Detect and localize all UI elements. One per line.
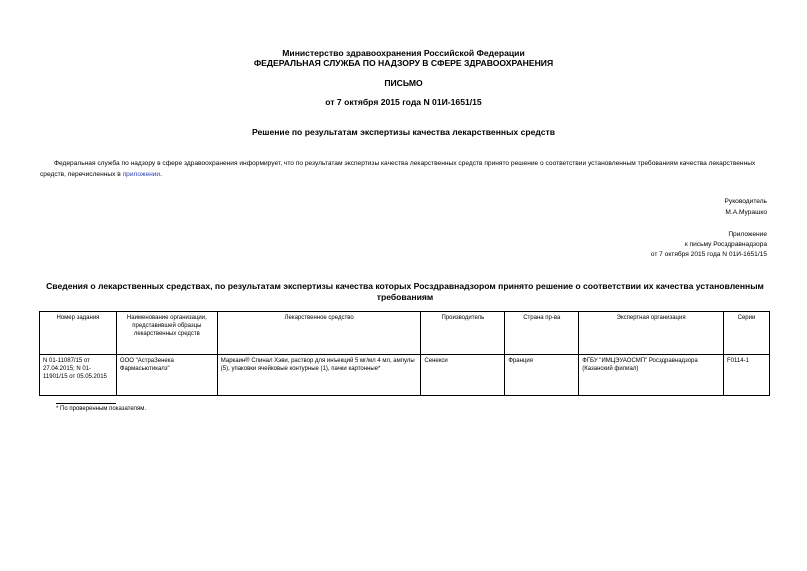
signature-name: М.А.Мурашко (725, 209, 767, 216)
column-header-drug: Лекарственное средство (217, 312, 421, 355)
ministry-name: Министерство здравоохранения Российской Федерации (282, 48, 525, 58)
appendix-reference: к письму Росздравнадзора (684, 241, 767, 248)
document-type: ПИСЬМО (384, 78, 423, 88)
column-header-organization: Наименование организации, представившей образцы лекарственных средств (116, 312, 217, 355)
footnote-divider (56, 403, 116, 404)
cell-drug: Маркаин® Спинал Хэви, раствор для инъекций 5 мг/мл 4 мл, ампулы (5), упаковки ячейковые контурные (1), пачки картонные* (217, 355, 421, 396)
section-title: Сведения о лекарственных средствах, по результатам экспертизы качества которых Росздравнадзором принято решение о соответствии их качества установленным требованиям (46, 281, 764, 302)
service-name: ФЕДЕРАЛЬНАЯ СЛУЖБА ПО НАДЗОРУ В СФЕРЕ ЗДРАВООХРАНЕНИЯ (253, 58, 554, 68)
cell-task-number: N 01-11087/15 от 27.04.2015; N 01-11901/15 от 05.05.2015 (40, 355, 117, 396)
column-header-expert-org: Экспертная организация (579, 312, 724, 355)
document-subject: Решение по результатам экспертизы качества лекарственных средств (251, 127, 556, 137)
footnote: * По проверенным показателям. (56, 406, 147, 412)
cell-manufacturer: Сенекси (421, 355, 505, 396)
signature-position: Руководитель (724, 198, 767, 205)
body-paragraph (40, 158, 770, 180)
body-text-start: Федеральная служба по надзору в сфере здравоохранения информирует, что по результатам экспертизы качества лекарственных средств принято решение о соответствии установленным требованиям качества лекарственных средств, перечисленных в (40, 160, 756, 178)
document-date-number: от 7 октября 2015 года N 01И-1651/15 (325, 97, 482, 107)
cell-country: Франция (505, 355, 579, 396)
body-text-end: . (160, 171, 162, 178)
cell-organization: ООО "АстраЗенека Фармасьютикалз" (116, 355, 217, 396)
drugs-table (39, 311, 770, 396)
column-header-series: Серии (724, 312, 770, 355)
column-header-country: Страна пр-ва (505, 312, 579, 355)
column-header-manufacturer: Производитель (421, 312, 505, 355)
cell-expert-org: ФГБУ "ИМЦЭУАОСМП" Росздравнадзора (Казанский филиал) (579, 355, 724, 396)
table-row (40, 355, 770, 396)
cell-series: F0114-1 (724, 355, 770, 396)
table-header-row (40, 312, 770, 355)
column-header-task-number: Номер задания (40, 312, 117, 355)
appendix-date: от 7 октября 2015 года N 01И-1651/15 (650, 251, 767, 258)
appendix-label: Приложение (728, 231, 767, 238)
appendix-link[interactable]: приложении (122, 171, 161, 178)
